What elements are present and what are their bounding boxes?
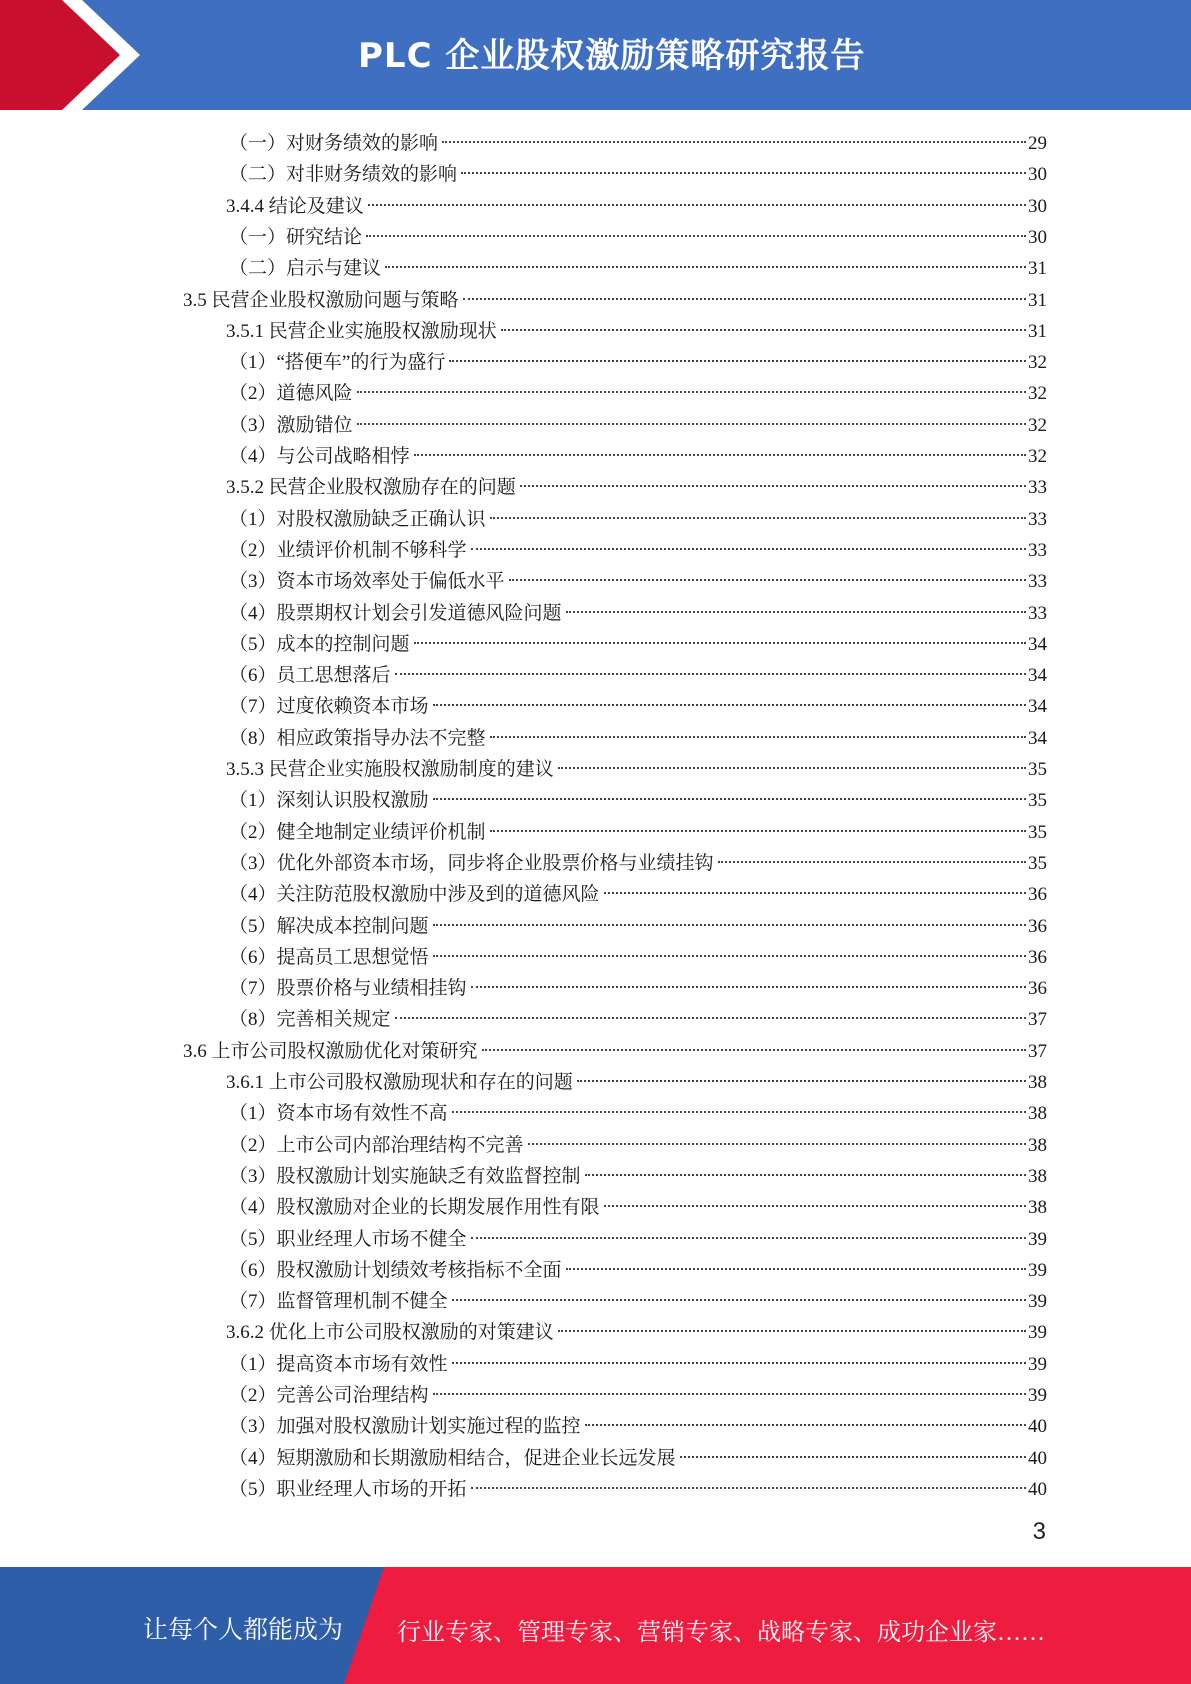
toc-leader-dots — [395, 673, 1026, 675]
toc-entry-label: （1）深刻认识股权激励 — [229, 790, 429, 811]
toc-entry-page: 30 — [1028, 227, 1047, 248]
toc-entry-label: （7）过度依赖资本市场 — [229, 696, 429, 717]
toc-entry-page: 32 — [1028, 383, 1047, 404]
toc-entry-label: （一）研究结论 — [229, 227, 363, 248]
toc-entry[interactable] — [229, 378, 1047, 409]
toc-entry-label: （4）股权激励对企业的长期发展作用性有限 — [229, 1197, 600, 1218]
toc-entry[interactable] — [229, 1474, 1047, 1505]
toc-entry-page: 34 — [1028, 696, 1047, 717]
toc-leader-dots — [585, 1174, 1026, 1176]
toc-entry[interactable] — [183, 285, 1047, 316]
toc-entry-label: （2）健全地制定业绩评价机制 — [229, 822, 486, 843]
toc-entry-page: 34 — [1028, 665, 1047, 686]
toc-entry-page: 40 — [1028, 1479, 1047, 1500]
toc-leader-dots — [604, 1205, 1026, 1207]
toc-leader-dots — [680, 1456, 1026, 1458]
toc-entry[interactable] — [229, 1098, 1047, 1129]
toc-entry-label: （3）优化外部资本市场，同步将企业股票价格与业绩挂钩 — [229, 853, 714, 874]
toc-entry-label: （1）提高资本市场有效性 — [229, 1354, 448, 1375]
page-number: 3 — [1032, 1518, 1046, 1545]
toc-entry-page: 33 — [1028, 540, 1047, 561]
toc-entry[interactable] — [229, 535, 1047, 566]
toc-entry-page: 38 — [1028, 1103, 1047, 1124]
toc-entry[interactable] — [229, 848, 1047, 879]
toc-entry-page: 36 — [1028, 978, 1047, 999]
toc-entry[interactable] — [229, 253, 1047, 284]
toc-entry[interactable] — [226, 472, 1047, 503]
toc-entry-label: （3）加强对股权激励计划实施过程的监控 — [229, 1416, 581, 1437]
toc-leader-dots — [414, 454, 1026, 456]
toc-entry-page: 39 — [1028, 1291, 1047, 1312]
toc-leader-dots — [385, 266, 1026, 268]
toc-entry-label: （3）激励错位 — [229, 415, 353, 436]
toc-entry-page: 30 — [1028, 196, 1047, 217]
report-title: PLC 企业股权激励策略研究报告 — [358, 36, 866, 76]
toc-leader-dots — [577, 1080, 1026, 1082]
toc-leader-dots — [471, 1237, 1026, 1239]
toc-entry-label: （5）成本的控制问题 — [229, 634, 410, 655]
toc-entry-page: 32 — [1028, 415, 1047, 436]
toc-entry[interactable] — [229, 347, 1047, 378]
toc-entry-label: （4）与公司战略相悖 — [229, 446, 410, 467]
toc-leader-dots — [357, 423, 1026, 425]
toc-leader-dots — [357, 391, 1026, 393]
red-chevron-decoration — [0, 0, 150, 110]
toc-entry-label: （7）监督管理机制不健全 — [229, 1291, 448, 1312]
toc-entry-label: （1）“搭便车”的行为盛行 — [229, 352, 446, 373]
toc-leader-dots — [566, 611, 1026, 613]
toc-entry[interactable] — [229, 1411, 1047, 1442]
toc-entry-page: 38 — [1028, 1197, 1047, 1218]
toc-entry-label: （1）对股权激励缺乏正确认识 — [229, 509, 486, 530]
toc-entry[interactable] — [229, 1380, 1047, 1411]
toc-entry[interactable] — [229, 504, 1047, 535]
toc-entry-page: 38 — [1028, 1135, 1047, 1156]
toc-entry-page: 37 — [1028, 1041, 1047, 1062]
toc-leader-dots — [718, 861, 1026, 863]
toc-entry[interactable] — [229, 441, 1047, 472]
toc-entry[interactable] — [229, 1224, 1047, 1255]
toc-leader-dots — [395, 1017, 1026, 1019]
toc-entry[interactable] — [229, 410, 1047, 441]
page-footer — [0, 1567, 1191, 1684]
toc-entry[interactable] — [183, 1036, 1047, 1067]
toc-entry-label: （5）解决成本控制问题 — [229, 916, 429, 937]
toc-entry-label: （6）提高员工思想觉悟 — [229, 947, 429, 968]
toc-leader-dots — [449, 360, 1026, 362]
toc-entry[interactable] — [229, 1004, 1047, 1035]
toc-entry-page: 39 — [1028, 1260, 1047, 1281]
toc-entry-page: 40 — [1028, 1416, 1047, 1437]
toc-entry-page: 39 — [1028, 1354, 1047, 1375]
toc-entry[interactable] — [226, 191, 1047, 222]
toc-entry-page: 36 — [1028, 916, 1047, 937]
toc-entry-label: （5）职业经理人市场不健全 — [229, 1229, 467, 1250]
toc-entry[interactable] — [229, 566, 1047, 597]
toc-entry-page: 31 — [1028, 258, 1047, 279]
toc-entry-page: 30 — [1028, 164, 1047, 185]
toc-entry[interactable] — [229, 1349, 1047, 1380]
toc-leader-dots — [368, 204, 1026, 206]
toc-entry-page: 38 — [1028, 1072, 1047, 1093]
toc-entry[interactable] — [229, 723, 1047, 754]
toc-entry[interactable] — [229, 660, 1047, 691]
toc-entry-label: 3.6.2 优化上市公司股权激励的对策建议 — [226, 1322, 554, 1343]
toc-entry-page: 34 — [1028, 728, 1047, 749]
toc-entry[interactable] — [229, 1443, 1047, 1474]
toc-entry-page: 36 — [1028, 947, 1047, 968]
toc-entry-label: 3.5.3 民营企业实施股权激励制度的建议 — [226, 759, 554, 780]
toc-leader-dots — [490, 517, 1026, 519]
toc-entry-label: （5）职业经理人市场的开拓 — [229, 1479, 467, 1500]
toc-entry[interactable] — [229, 128, 1047, 159]
toc-entry-page: 35 — [1028, 822, 1047, 843]
toc-entry-label: （4）股票期权计划会引发道德风险问题 — [229, 603, 562, 624]
toc-entry[interactable] — [229, 222, 1047, 253]
toc-leader-dots — [585, 1424, 1026, 1426]
toc-entry-page: 33 — [1028, 477, 1047, 498]
toc-leader-dots — [520, 485, 1026, 487]
toc-leader-dots — [501, 329, 1026, 331]
toc-entry-page: 33 — [1028, 509, 1047, 530]
toc-entry-label: （4）关注防范股权激励中涉及到的道德风险 — [229, 884, 600, 905]
toc-leader-dots — [490, 830, 1026, 832]
toc-leader-dots — [442, 141, 1026, 143]
toc-entry[interactable] — [229, 1255, 1047, 1286]
toc-entry-label: 3.4.4 结论及建议 — [226, 196, 364, 217]
toc-leader-dots — [558, 767, 1026, 769]
toc-entry-label: 3.5.2 民营企业股权激励存在的问题 — [226, 477, 516, 498]
toc-leader-dots — [461, 172, 1026, 174]
toc-entry-page: 34 — [1028, 634, 1047, 655]
toc-entry-label: （二）启示与建议 — [229, 258, 382, 279]
toc-leader-dots — [414, 642, 1026, 644]
toc-leader-dots — [433, 924, 1026, 926]
toc-entry[interactable] — [229, 1130, 1047, 1161]
toc-leader-dots — [471, 548, 1026, 550]
toc-entry-label: （二）对非财务绩效的影响 — [229, 164, 458, 185]
toc-leader-dots — [558, 1330, 1026, 1332]
toc-entry[interactable] — [229, 598, 1047, 629]
toc-entry-label: （4）短期激励和长期激励相结合，促进企业长远发展 — [229, 1448, 676, 1469]
toc-entry-page: 39 — [1028, 1229, 1047, 1250]
toc-entry-label: （6）员工思想落后 — [229, 665, 391, 686]
toc-leader-dots — [482, 1049, 1026, 1051]
toc-leader-dots — [452, 1111, 1026, 1113]
toc-entry[interactable] — [229, 911, 1047, 942]
toc-leader-dots — [433, 955, 1026, 957]
footer-slogan-right: 行业专家、管理专家、营销专家、战略专家、成功企业家…… — [397, 1620, 1045, 1646]
toc-entry-page: 35 — [1028, 759, 1047, 780]
toc-leader-dots — [452, 1362, 1026, 1364]
toc-entry-label: （7）股票价格与业绩相挂钩 — [229, 978, 467, 999]
toc-entry[interactable] — [226, 1317, 1047, 1348]
toc-leader-dots — [452, 1299, 1026, 1301]
toc-entry-page: 35 — [1028, 790, 1047, 811]
footer-slogan-left: 让每个人都能成为 — [143, 1617, 344, 1644]
toc-entry[interactable] — [229, 1161, 1047, 1192]
toc-entry-page: 36 — [1028, 884, 1047, 905]
toc-leader-dots — [566, 1268, 1026, 1270]
toc-entry-label: 3.5 民营企业股权激励问题与策略 — [183, 290, 459, 311]
toc-leader-dots — [433, 798, 1026, 800]
toc-entry-label: （一）对财务绩效的影响 — [229, 133, 439, 154]
toc-entry-page: 29 — [1028, 133, 1047, 154]
toc-entry-page: 35 — [1028, 853, 1047, 874]
toc-entry-label: 3.6 上市公司股权激励优化对策研究 — [183, 1041, 478, 1062]
toc-entry[interactable] — [229, 159, 1047, 190]
toc-entry-label: （8）相应政策指导办法不完整 — [229, 728, 486, 749]
toc-entry-label: 3.6.1 上市公司股权激励现状和存在的问题 — [226, 1072, 573, 1093]
toc-entry-label: （8）完善相关规定 — [229, 1009, 391, 1030]
toc-leader-dots — [471, 1487, 1026, 1489]
toc-entry-label: （2）上市公司内部治理结构不完善 — [229, 1135, 524, 1156]
toc-entry-page: 37 — [1028, 1009, 1047, 1030]
toc-entry[interactable] — [229, 1192, 1047, 1223]
toc-entry-label: 3.5.1 民营企业实施股权激励现状 — [226, 321, 497, 342]
toc-leader-dots — [366, 235, 1026, 237]
toc-entry-page: 32 — [1028, 352, 1047, 373]
toc-entry-page: 31 — [1028, 290, 1047, 311]
toc-leader-dots — [433, 704, 1026, 706]
toc-entry-page: 38 — [1028, 1166, 1047, 1187]
toc-entry-page: 31 — [1028, 321, 1047, 342]
toc-entry[interactable] — [226, 754, 1047, 785]
toc-leader-dots — [463, 298, 1026, 300]
toc-entry[interactable] — [229, 629, 1047, 660]
toc-leader-dots — [528, 1143, 1026, 1145]
toc-entry[interactable] — [229, 942, 1047, 973]
page-header — [0, 0, 1191, 110]
toc-entry-label: （3）股权激励计划实施缺乏有效监督控制 — [229, 1166, 581, 1187]
toc-entry-page: 33 — [1028, 603, 1047, 624]
toc-leader-dots — [604, 892, 1026, 894]
toc-entry-label: （2）业绩评价机制不够科学 — [229, 540, 467, 561]
toc-entry-label: （2）道德风险 — [229, 383, 353, 404]
toc-entry-page: 39 — [1028, 1385, 1047, 1406]
toc-entry-page: 39 — [1028, 1322, 1047, 1343]
toc-entry[interactable] — [229, 1286, 1047, 1317]
toc-leader-dots — [490, 736, 1026, 738]
toc-leader-dots — [471, 986, 1026, 988]
toc-leader-dots — [509, 579, 1026, 581]
toc-entry[interactable] — [229, 691, 1047, 722]
toc-entry[interactable] — [226, 316, 1047, 347]
toc-entry-page: 40 — [1028, 1448, 1047, 1469]
toc-entry[interactable] — [229, 817, 1047, 848]
toc-entry-label: （2）完善公司治理结构 — [229, 1385, 429, 1406]
toc-entry-label: （6）股权激励计划绩效考核指标不全面 — [229, 1260, 562, 1281]
toc-entry-label: （3）资本市场效率处于偏低水平 — [229, 571, 505, 592]
toc-entry[interactable] — [226, 1067, 1047, 1098]
toc-entry-page: 32 — [1028, 446, 1047, 467]
toc-entry[interactable] — [229, 785, 1047, 816]
toc-leader-dots — [433, 1393, 1026, 1395]
toc-entry[interactable] — [229, 879, 1047, 910]
toc-entry-page: 33 — [1028, 571, 1047, 592]
toc-entry[interactable] — [229, 973, 1047, 1004]
toc-entry-label: （1）资本市场有效性不高 — [229, 1103, 448, 1124]
